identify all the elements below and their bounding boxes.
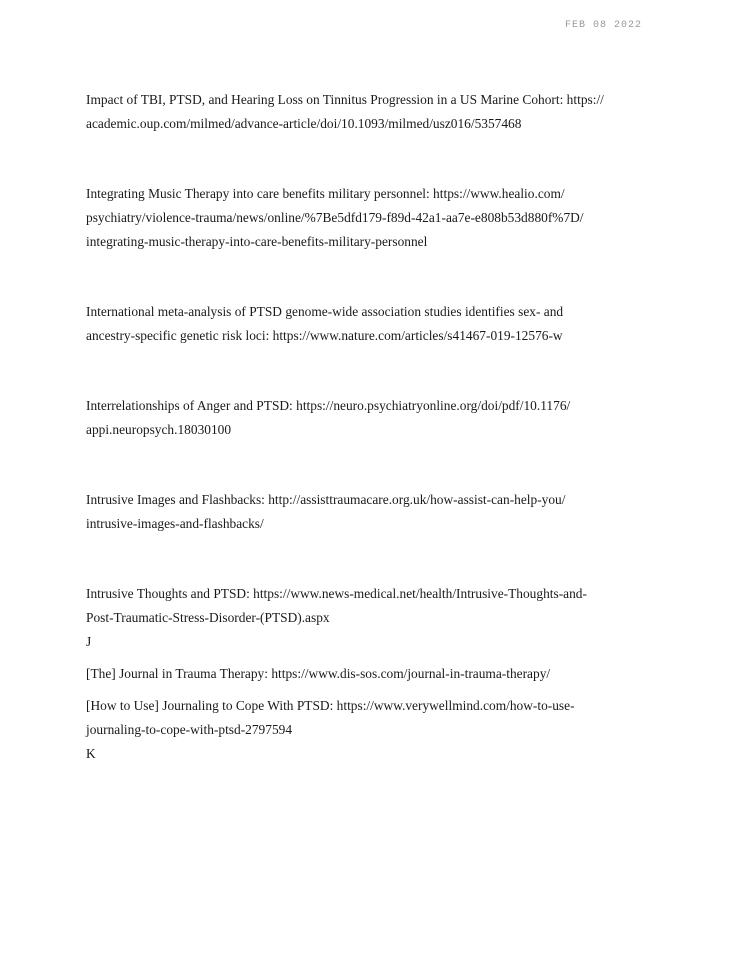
reference-line: Integrating Music Therapy into care benefits military personnel: https://www.healio.com/ [86,186,565,201]
reference-entry [86,488,666,536]
reference-entry [86,394,666,442]
reference-line: [The] Journal in Trauma Therapy: https://www.dis-sos.com/journal-in-trauma-therapy/ [86,666,551,681]
reference-line: ancestry-specific genetic risk loci: https://www.nature.com/articles/s41467-019-12576-w [86,328,563,343]
reference-entry [86,582,666,630]
reference-entry [86,300,666,348]
reference-line: Post-Traumatic-Stress-Disorder-(PTSD).aspx [86,610,330,625]
reference-line: Intrusive Thoughts and PTSD: https://www.news-medical.net/health/Intrusive-Thoughts-and- [86,586,587,601]
reference-line: Impact of TBI, PTSD, and Hearing Loss on Tinnitus Progression in a US Marine Cohort: https:// [86,92,604,107]
reference-line: [How to Use] Journaling to Cope With PTSD: https://www.verywellmind.com/how-to-use- [86,698,575,713]
reference-entry [86,88,666,136]
reference-entry [86,694,666,742]
reference-line: integrating-music-therapy-into-care-benefits-military-personnel [86,234,428,249]
reference-entry [86,662,666,686]
reference-line: Intrusive Images and Flashbacks: http://assisttraumacare.org.uk/how-assist-can-help-you/ [86,492,566,507]
reference-line: appi.neuropsych.18030100 [86,422,232,437]
page-date-stamp: FEB 08 2022 [564,20,642,31]
reference-line: journaling-to-cope-with-ptsd-2797594 [86,722,293,737]
bibliography-content [86,88,666,766]
section-letter-j: J [86,634,92,649]
reference-line: academic.oup.com/milmed/advance-article/doi/10.1093/milmed/usz016/5357468 [86,116,522,131]
section-letter-k: K [86,746,96,761]
reference-line: intrusive-images-and-flashbacks/ [86,516,264,531]
reference-line: psychiatry/violence-trauma/news/online/%7Be5dfd179-f89d-42a1-aa7e-e808b53d880f%7D/ [86,210,584,225]
reference-entry [86,182,666,254]
reference-line: Interrelationships of Anger and PTSD: https://neuro.psychiatryonline.org/doi/pdf/10.1176/ [86,398,571,413]
reference-line: International meta-analysis of PTSD genome-wide association studies identifies sex- and [86,304,564,319]
